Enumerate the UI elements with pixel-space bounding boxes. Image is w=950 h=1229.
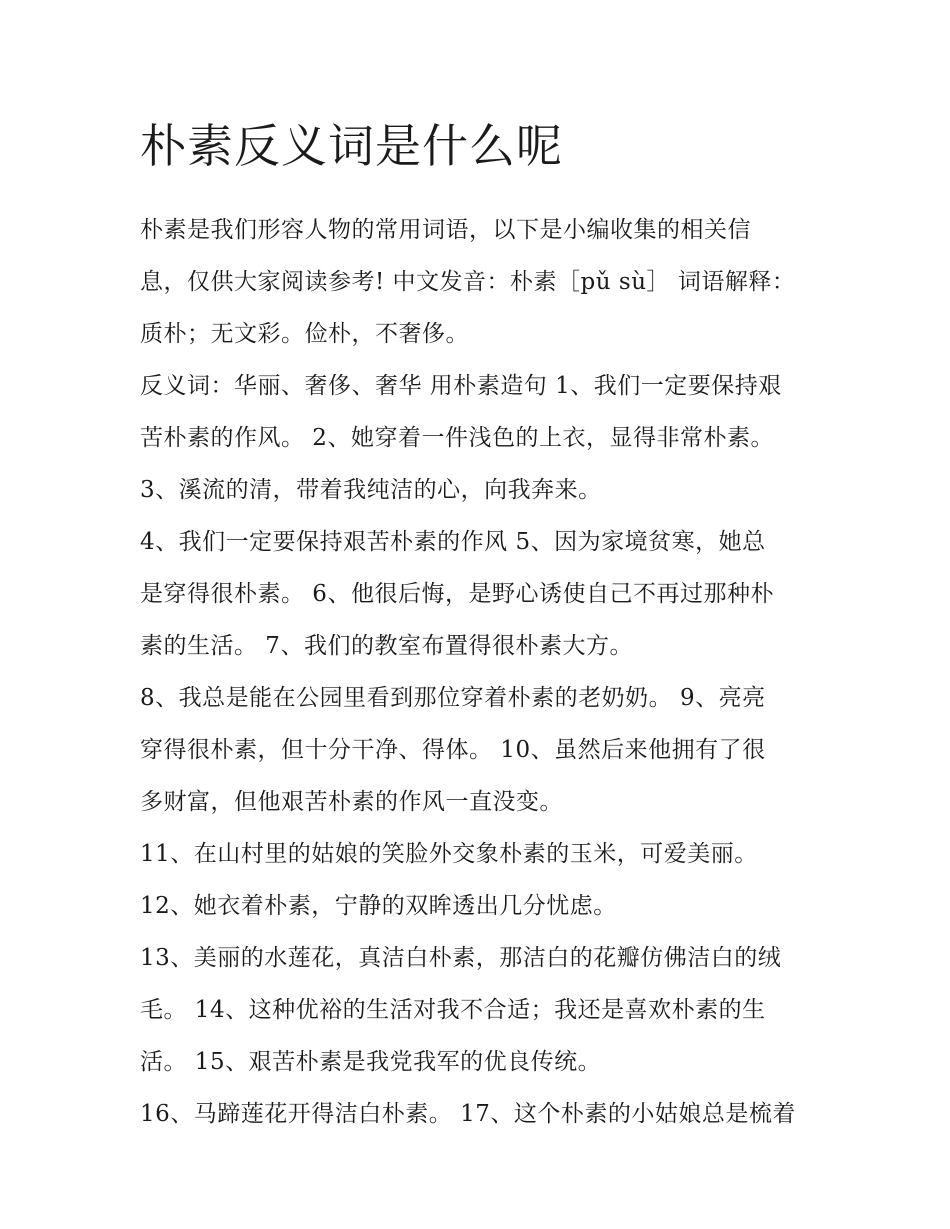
text-line: 反义词：华丽、奢侈、奢华 用朴素造句 1、我们一定要保持艰: [140, 373, 782, 399]
text-line: 穿得很朴素，但十分干净、得体。 10、虽然后来他拥有了很: [140, 737, 766, 763]
text-line: 11、在山村里的姑娘的笑脸外交象朴素的玉米，可爱美丽。: [140, 841, 758, 867]
text-line: 活。 15、艰苦朴素是我党我军的优良传统。: [140, 1049, 602, 1075]
text-line: 16、马蹄莲花开得洁白朴素。 17、这个朴素的小姑娘总是梳着: [140, 1101, 796, 1127]
paragraph-example-3: [140, 464, 820, 516]
text-line: 质朴；无文彩。俭朴，不奢侈。: [140, 321, 469, 347]
paragraph-example-11: [140, 828, 820, 880]
text-line: 多财富，但他艰苦朴素的作风一直没变。: [140, 789, 563, 815]
text-line: 8、我总是能在公园里看到那位穿着朴素的老奶奶。 9、亮亮: [140, 685, 766, 711]
text-line: 4、我们一定要保持艰苦朴素的作风 5、因为家境贫寒，她总: [140, 529, 766, 555]
paragraph-antonyms: [140, 360, 820, 464]
text-line: 12、她衣着朴素，宁静的双眸透出几分忧虑。: [140, 893, 617, 919]
text-line: 3、溪流的清，带着我纯洁的心，向我奔来。: [140, 477, 602, 503]
text-line: 毛。 14、这种优裕的生活对我不合适；我还是喜欢朴素的生: [140, 997, 766, 1023]
text-line: 是穿得很朴素。 6、他很后悔，是野心诱使自己不再过那种朴: [140, 581, 774, 607]
text-line: 朴素是我们形容人物的常用词语，以下是小编收集的相关信: [140, 217, 751, 243]
paragraph-intro: [140, 204, 820, 360]
text-line: 13、美丽的水莲花，真洁白朴素，那洁白的花瓣仿佛洁白的绒: [140, 945, 782, 971]
paragraph-examples-16-17: [140, 1088, 820, 1140]
text-line: 素的生活。 7、我们的教室布置得很朴素大方。: [140, 633, 633, 659]
paragraph-example-12: [140, 880, 820, 932]
text-line: 息，仅供大家阅读参考! 中文发音：朴素［pǔ sù］ 词语解释：: [140, 269, 796, 295]
page-title: 朴素反义词是什么呢: [140, 119, 563, 173]
paragraph-examples-8-10: [140, 672, 820, 828]
paragraph-examples-13-15: [140, 932, 820, 1088]
document-page: [140, 110, 820, 1140]
paragraph-examples-4-7: [140, 516, 820, 672]
text-line: 苦朴素的作风。 2、她穿着一件浅色的上衣，显得非常朴素。: [140, 425, 774, 451]
